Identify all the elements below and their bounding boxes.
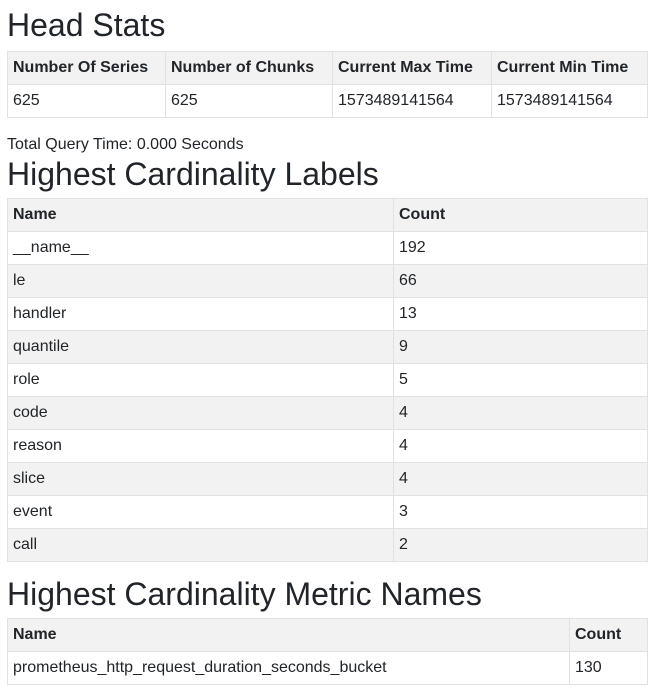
table-row bbox=[8, 265, 648, 298]
table-row bbox=[8, 364, 648, 397]
column-header-name: Name bbox=[8, 199, 394, 232]
label-name: quantile bbox=[8, 331, 394, 364]
column-header-name: Name bbox=[8, 619, 570, 652]
current-max-time-value: 1573489141564 bbox=[333, 85, 492, 118]
table-row bbox=[8, 85, 648, 118]
metric-names-table bbox=[7, 618, 648, 685]
label-name: le bbox=[8, 265, 394, 298]
total-query-time: Total Query Time: 0.000 Seconds bbox=[7, 136, 244, 153]
label-count: 4 bbox=[394, 430, 648, 463]
label-name: code bbox=[8, 397, 394, 430]
table-row bbox=[8, 529, 648, 562]
column-header-count: Count bbox=[394, 199, 648, 232]
label-count: 3 bbox=[394, 496, 648, 529]
tsdb-status-page bbox=[7, 0, 647, 685]
head-stats-title: Head Stats bbox=[7, 7, 166, 43]
label-count: 4 bbox=[394, 463, 648, 496]
label-count: 2 bbox=[394, 529, 648, 562]
label-name: slice bbox=[8, 463, 394, 496]
label-count: 9 bbox=[394, 331, 648, 364]
table-row bbox=[8, 463, 648, 496]
label-name: __name__ bbox=[8, 232, 394, 265]
number-of-series-value: 625 bbox=[8, 85, 166, 118]
table-row bbox=[8, 397, 648, 430]
label-name: call bbox=[8, 529, 394, 562]
column-header-current-min-time: Current Min Time bbox=[492, 52, 648, 85]
column-header-number-of-chunks: Number of Chunks bbox=[166, 52, 333, 85]
label-name: event bbox=[8, 496, 394, 529]
metric-count: 130 bbox=[570, 652, 648, 685]
table-header-row bbox=[8, 199, 648, 232]
table-row bbox=[8, 496, 648, 529]
label-count: 4 bbox=[394, 397, 648, 430]
column-header-current-max-time: Current Max Time bbox=[333, 52, 492, 85]
label-count: 66 bbox=[394, 265, 648, 298]
column-header-count: Count bbox=[570, 619, 648, 652]
metric-name: prometheus_http_request_duration_seconds_bucket bbox=[8, 652, 570, 685]
highest-cardinality-labels-title: Highest Cardinality Labels bbox=[7, 156, 379, 192]
labels-table bbox=[7, 198, 648, 562]
table-row bbox=[8, 298, 648, 331]
table-row bbox=[8, 331, 648, 364]
table-row bbox=[8, 430, 648, 463]
label-name: role bbox=[8, 364, 394, 397]
table-header-row bbox=[8, 619, 648, 652]
label-count: 5 bbox=[394, 364, 648, 397]
head-stats-table bbox=[7, 51, 648, 118]
table-row bbox=[8, 652, 648, 685]
label-count: 192 bbox=[394, 232, 648, 265]
label-name: handler bbox=[8, 298, 394, 331]
column-header-number-of-series: Number Of Series bbox=[8, 52, 166, 85]
label-count: 13 bbox=[394, 298, 648, 331]
table-row bbox=[8, 232, 648, 265]
highest-cardinality-metric-names-title: Highest Cardinality Metric Names bbox=[7, 576, 482, 612]
number-of-chunks-value: 625 bbox=[166, 85, 333, 118]
current-min-time-value: 1573489141564 bbox=[492, 85, 648, 118]
label-name: reason bbox=[8, 430, 394, 463]
table-header-row bbox=[8, 52, 648, 85]
